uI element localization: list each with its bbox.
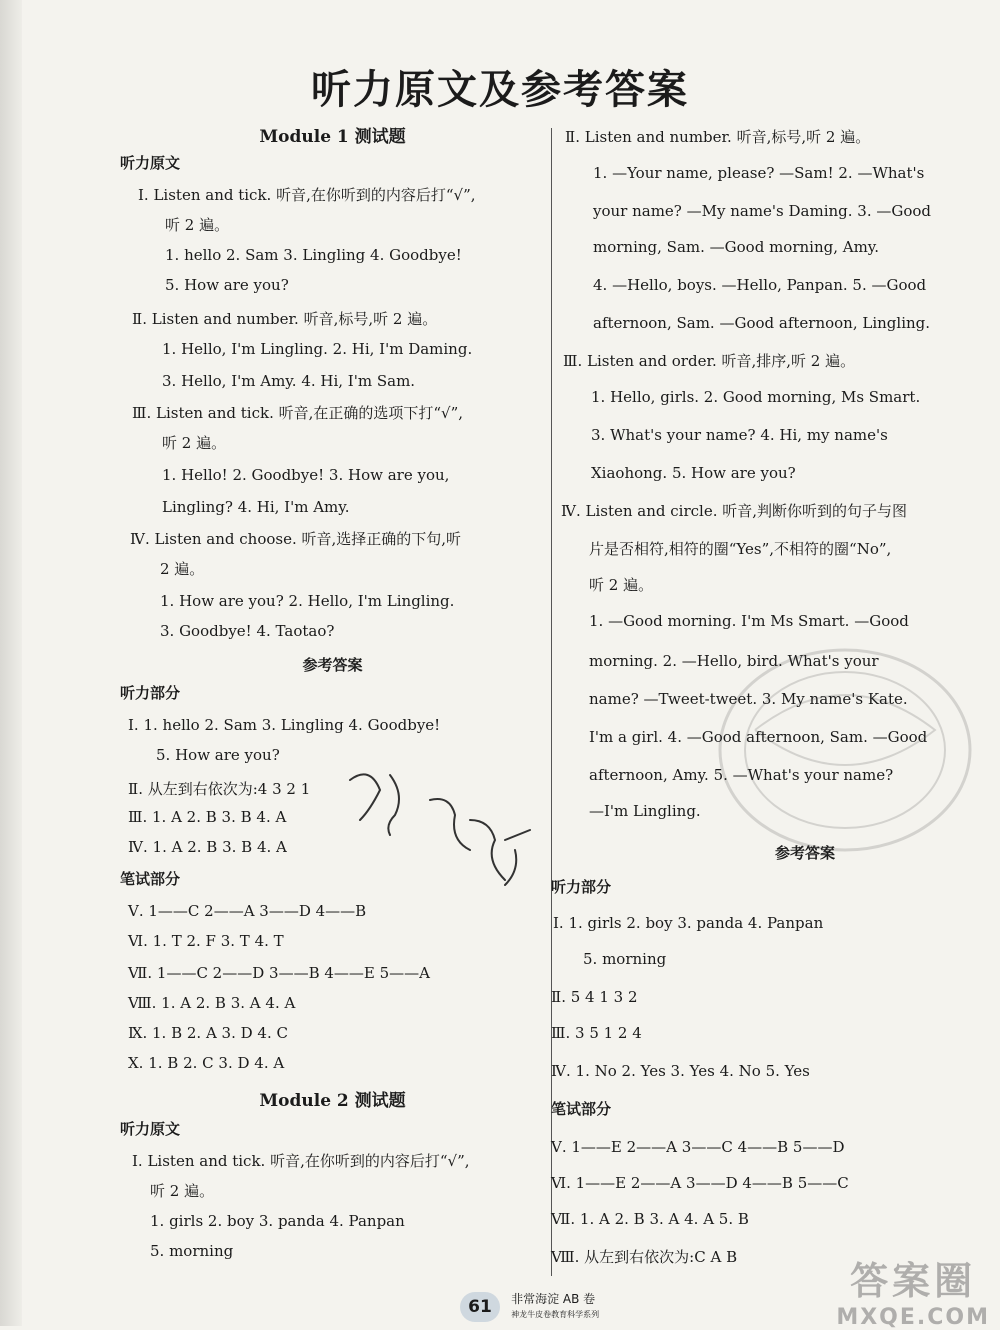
- text-line: morning, Sam. —Good morning, Amy.: [593, 238, 880, 256]
- text-line: 2 遍。: [160, 560, 205, 578]
- text-line: 4. —Hello, boys. —Hello, Panpan. 5. —Good: [593, 276, 927, 294]
- module2-listening-script-heading: 听力原文: [120, 1120, 181, 1138]
- text-line: 5. morning: [150, 1242, 234, 1260]
- answer-line: Ⅰ. 1. hello 2. Sam 3. Lingling 4. Goodbye!: [128, 716, 441, 734]
- text-line: 1. Hello, girls. 2. Good morning, Ms Smart.: [591, 388, 921, 406]
- written-part-heading: 笔试部分: [551, 1100, 612, 1118]
- module2-title: Module 2 测试题: [259, 1091, 406, 1111]
- answer-line: Ⅶ. 1. A 2. B 3. A 4. A 5. B: [551, 1210, 749, 1228]
- answer-line: Ⅱ. 从左到右依次为:4 3 2 1: [128, 780, 311, 798]
- text-line: Ⅱ. Listen and number. 听音,标号,听 2 遍。: [132, 310, 438, 328]
- text-line: your name? —My name's Daming. 3. —Good: [593, 202, 932, 220]
- module1-title: Module 1 测试题: [259, 127, 406, 147]
- answer-line: Ⅱ. 5 4 1 3 2: [551, 988, 638, 1006]
- answers-title: 参考答案: [774, 844, 835, 862]
- answer-line: Ⅷ. 从左到右依次为:C A B: [551, 1248, 738, 1266]
- text-line: Ⅰ. Listen and tick. 听音,在你听到的内容后打“√”,: [138, 186, 476, 204]
- answer-line: Ⅸ. 1. B 2. A 3. D 4. C: [128, 1024, 288, 1042]
- series-name: 神龙牛皮卷教育科学系列: [511, 1310, 600, 1319]
- answer-line: Ⅵ. 1——E 2——A 3——D 4——B 5——C: [551, 1174, 849, 1192]
- answer-line: Ⅲ. 1. A 2. B 3. B 4. A: [128, 808, 287, 826]
- page-edge: [0, 0, 22, 1326]
- text-line: Ⅱ. Listen and number. 听音,标号,听 2 遍。: [565, 128, 871, 146]
- written-part-heading: 笔试部分: [120, 870, 181, 888]
- text-line: 5. How are you?: [165, 276, 289, 294]
- text-line: Lingling? 4. Hi, I'm Amy.: [162, 498, 350, 516]
- answer-line: Ⅳ. 1. No 2. Yes 3. Yes 4. No 5. Yes: [551, 1062, 810, 1080]
- handwritten-note: [340, 760, 550, 900]
- answer-line: Ⅶ. 1——C 2——D 3——B 4——E 5——A: [128, 964, 430, 982]
- answer-line: Ⅳ. 1. A 2. B 3. B 4. A: [128, 838, 287, 856]
- page-footer: [460, 1292, 599, 1322]
- answer-line: Ⅴ. 1——E 2——A 3——C 4——B 5——D: [551, 1138, 845, 1156]
- text-line: 听 2 遍。: [589, 576, 654, 594]
- text-line: 1. Hello! 2. Goodbye! 3. How are you,: [162, 466, 450, 484]
- text-line: 听 2 遍。: [165, 216, 230, 234]
- text-line: 1. —Good morning. I'm Ms Smart. —Good: [589, 612, 909, 630]
- text-line: Ⅳ. Listen and circle. 听音,判断你听到的句子与图: [561, 502, 908, 520]
- text-line: Ⅲ. Listen and tick. 听音,在正确的选项下打“√”,: [132, 404, 464, 422]
- listening-part-heading: 听力部分: [120, 684, 181, 702]
- text-line: 1. girls 2. boy 3. panda 4. Panpan: [150, 1212, 405, 1230]
- page-title: 听力原文及参考答案: [311, 66, 689, 113]
- answer-line: Ⅵ. 1. T 2. F 3. T 4. T: [128, 932, 284, 950]
- text-line: 3. Hello, I'm Amy. 4. Hi, I'm Sam.: [162, 372, 416, 390]
- text-line: 1. How are you? 2. Hello, I'm Lingling.: [160, 592, 455, 610]
- watermark-url: MXQE.COM: [836, 1305, 990, 1330]
- answer-line: Ⅴ. 1——C 2——A 3——D 4——B: [128, 902, 367, 920]
- text-line: Ⅲ. Listen and order. 听音,排序,听 2 遍。: [563, 352, 856, 370]
- text-line: Xiaohong. 5. How are you?: [591, 464, 796, 482]
- answer-line: Ⅰ. 1. girls 2. boy 3. panda 4. Panpan: [553, 914, 824, 932]
- answers-title: 参考答案: [302, 656, 363, 674]
- text-line: name? —Tweet-tweet. 3. My name's Kate.: [589, 690, 908, 708]
- answer-line: Ⅲ. 3 5 1 2 4: [551, 1024, 642, 1042]
- text-line: morning. 2. —Hello, bird. What's your: [589, 652, 879, 670]
- text-line: 3. What's your name? 4. Hi, my name's: [591, 426, 888, 444]
- text-line: 1. hello 2. Sam 3. Lingling 4. Goodbye!: [165, 246, 462, 264]
- answer-line: 5. morning: [583, 950, 667, 968]
- text-line: 1. —Your name, please? —Sam! 2. —What's: [593, 164, 925, 182]
- text-line: —I'm Lingling.: [589, 802, 701, 820]
- text-line: 听 2 遍。: [150, 1182, 215, 1200]
- text-line: Ⅰ. Listen and tick. 听音,在你听到的内容后打“√”,: [132, 1152, 470, 1170]
- text-line: 3. Goodbye! 4. Taotao?: [160, 622, 335, 640]
- module1-listening-script-heading: 听力原文: [120, 154, 181, 172]
- listening-part-heading: 听力部分: [551, 878, 612, 896]
- footer-text: [511, 1292, 599, 1322]
- text-line: 听 2 遍。: [162, 434, 227, 452]
- answer-line: Ⅷ. 1. A 2. B 3. A 4. A: [128, 994, 296, 1012]
- decorative-stamp: [715, 640, 975, 860]
- text-line: 片是否相符,相符的圈“Yes”,不相符的圈“No”,: [589, 540, 892, 558]
- text-line: afternoon, Amy. 5. —What's your name?: [589, 766, 894, 784]
- watermark-logo: [836, 1250, 990, 1330]
- page-number: 61: [460, 1292, 500, 1322]
- text-line: 1. Hello, I'm Lingling. 2. Hi, I'm Daming.: [162, 340, 473, 358]
- text-line: afternoon, Sam. —Good afternoon, Lingling.: [593, 314, 931, 332]
- text-line: Ⅳ. Listen and choose. 听音,选择正确的下句,听: [130, 530, 462, 548]
- text-line: I'm a girl. 4. —Good afternoon, Sam. —Good: [589, 728, 928, 746]
- book-name: 非常海淀 AB 卷: [511, 1292, 596, 1306]
- answer-line: 5. How are you?: [156, 746, 280, 764]
- watermark-title: 答案圈: [850, 1259, 977, 1303]
- answer-line: Ⅹ. 1. B 2. C 3. D 4. A: [128, 1054, 285, 1072]
